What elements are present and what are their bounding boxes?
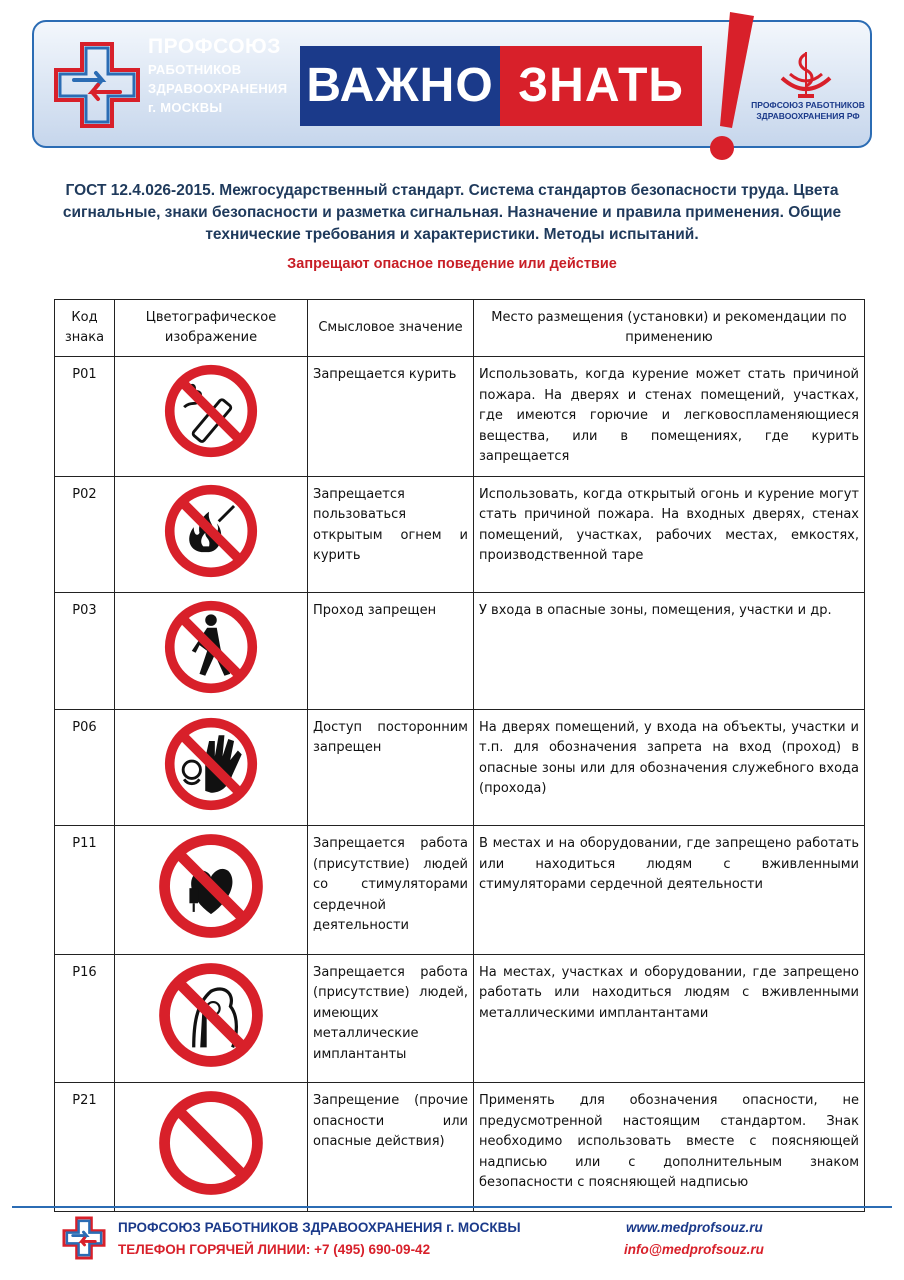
header-banner	[32, 20, 872, 148]
sign-meaning: Запрещается курить	[308, 357, 474, 477]
important-word-1: ВАЖНО	[300, 46, 500, 126]
sign-code: P06	[55, 709, 115, 826]
exclamation-mark-icon	[700, 8, 756, 168]
header-place: Место размещения (установки) и рекомендации по применению	[474, 300, 865, 357]
no-metal-implants-sign-icon	[157, 961, 265, 1069]
sign-placement: У входа в опасные зоны, помещения, участки и др.	[474, 593, 865, 710]
table-row	[55, 357, 865, 477]
signs-table	[54, 299, 865, 1212]
sign-code: P02	[55, 476, 115, 593]
footer-divider	[12, 1206, 892, 1208]
rf-union-logo-text: ПРОФСОЮЗ РАБОТНИКОВ ЗДРАВООХРАНЕНИЯ РФ	[751, 100, 865, 121]
no-unauthorized-access-sign-icon	[163, 716, 259, 812]
sign-code: P16	[55, 954, 115, 1083]
sign-image-cell	[115, 826, 308, 955]
sign-placement: На дверях помещений, у входа на объекты, участки и т.п. для обозначения запрета на вход (проход) в опасные зоны или для обозначения служебного входа (прохода)	[474, 709, 865, 826]
medical-cross-logo-icon	[52, 40, 142, 130]
footer-website-link[interactable]: www.medprofsouz.ru	[626, 1220, 763, 1235]
sign-code: P01	[55, 357, 115, 477]
sign-meaning: Доступ посторонним запрещен	[308, 709, 474, 826]
sign-image-cell	[115, 357, 308, 477]
table-row	[55, 1083, 865, 1212]
header-image: Цветографическое изображение	[115, 300, 308, 357]
footer-cross-logo-icon	[62, 1216, 106, 1260]
sign-placement: Применять для обозначения опасности, не предусмотренной настоящим стандартом. Знак необходимо использовать вместе с поясняющей надписью или с дополнительным знаком безопасности с поясняющей надписью	[474, 1083, 865, 1212]
no-smoking-sign-icon	[163, 363, 259, 459]
sign-meaning: Запрещается работа (присутствие) людей со стимуляторами сердечной деятельности	[308, 826, 474, 955]
table-row	[55, 954, 865, 1083]
document-subtitle: Запрещают опасное поведение или действие	[287, 256, 617, 272]
sign-image-cell	[115, 954, 308, 1083]
sign-code: P03	[55, 593, 115, 710]
no-open-flame-sign-icon	[163, 483, 259, 579]
org-line-1: ПРОФСОЮЗ	[148, 35, 281, 58]
sign-image-cell	[115, 709, 308, 826]
document-title: ГОСТ 12.4.026-2015. Межгосударственный стандарт. Система стандартов безопасности труда. Цвета сигнальные, знаки безопасности и разметка сигнальная. Назначение и правила применения. Общие технические требования и характеристики. Методы испытаний.	[62, 182, 842, 243]
table-header-row	[55, 300, 865, 357]
no-pedestrians-sign-icon	[163, 599, 259, 695]
footer-email-link[interactable]: info@medprofsouz.ru	[624, 1242, 764, 1257]
general-prohibition-sign-icon	[157, 1089, 265, 1197]
header-code: Код знака	[55, 300, 115, 357]
sign-code: P21	[55, 1083, 115, 1212]
footer-org-name: ПРОФСОЮЗ РАБОТНИКОВ ЗДРАВООХРАНЕНИЯ г. МОСКВЫ	[118, 1220, 521, 1235]
table-row	[55, 709, 865, 826]
table-row	[55, 476, 865, 593]
rf-union-logo-icon	[774, 48, 838, 102]
sign-image-cell	[115, 1083, 308, 1212]
sign-meaning: Запрещение (прочие опасности или опасные действия)	[308, 1083, 474, 1212]
table-row	[55, 593, 865, 710]
no-pacemaker-sign-icon	[157, 832, 265, 940]
org-line-2: РАБОТНИКОВ	[148, 62, 242, 77]
org-name	[148, 34, 287, 117]
sign-meaning: Проход запрещен	[308, 593, 474, 710]
org-line-3: ЗДРАВООХРАНЕНИЯ	[148, 81, 288, 96]
sign-image-cell	[115, 476, 308, 593]
sign-placement: На местах, участках и оборудовании, где запрещено работать или находиться людям с вживленными металлическими имплантантами	[474, 954, 865, 1083]
important-word-2: ЗНАТЬ	[500, 46, 702, 126]
footer-hotline: ТЕЛЕФОН ГОРЯЧЕЙ ЛИНИИ: +7 (495) 690-09-42	[118, 1242, 431, 1257]
table-row	[55, 826, 865, 955]
sign-image-cell	[115, 593, 308, 710]
sign-meaning: Запрещается пользоваться открытым огнем и курить	[308, 476, 474, 593]
sign-code: P11	[55, 826, 115, 955]
org-line-4: г. МОСКВЫ	[148, 100, 223, 115]
sign-placement: В местах и на оборудовании, где запрещено работать или находиться людям с вживленными стимуляторами сердечной деятельности	[474, 826, 865, 955]
sign-placement: Использовать, когда открытый огонь и курение могут стать причиной пожара. На входных дверях, стенах помещений, участках, рабочих местах, емкостях, производственной таре	[474, 476, 865, 593]
sign-meaning: Запрещается работа (присутствие) людей, имеющих металлические имплантанты	[308, 954, 474, 1083]
sign-placement: Использовать, когда курение может стать причиной пожара. На дверях и стенах помещений, участках, где имеются горючие и легковоспламеняющиеся вещества, или в помещениях, где курить запрещается	[474, 357, 865, 477]
header-meaning: Смысловое значение	[308, 300, 474, 357]
